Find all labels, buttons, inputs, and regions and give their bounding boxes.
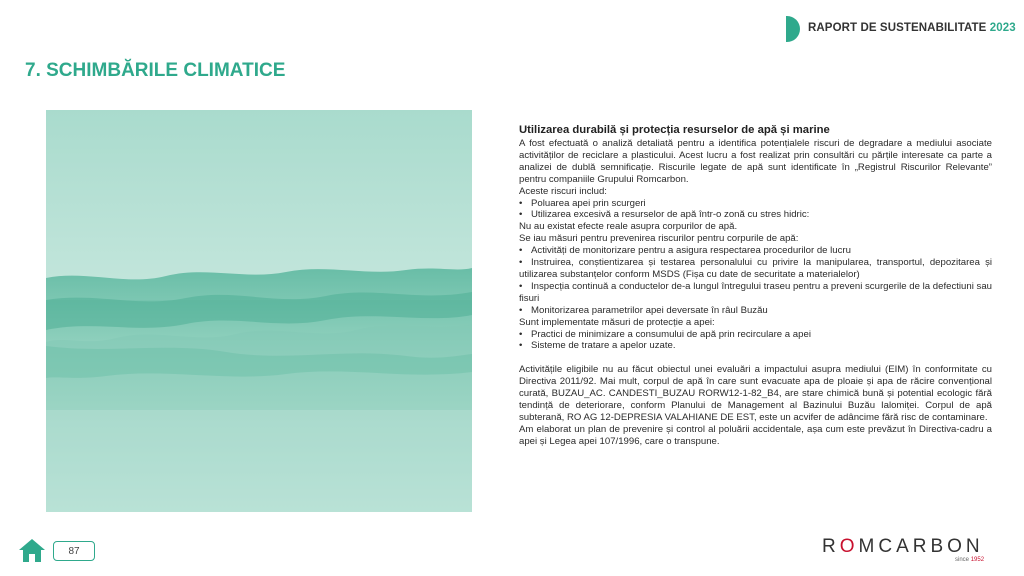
section-title: 7. SCHIMBĂRILE CLIMATICE bbox=[25, 60, 286, 81]
measure-item: • Monitorizarea parametrilor apei deversate în râul Buzău bbox=[519, 305, 992, 317]
article-heading: Utilizarea durabilă și protecția resurselor de apă și marine bbox=[519, 124, 830, 136]
risk-item: • Poluarea apei prin scurgeri bbox=[519, 198, 992, 210]
home-icon bbox=[18, 537, 46, 563]
report-year: 2023 bbox=[989, 22, 1016, 34]
article-text bbox=[519, 124, 992, 448]
measure-item: • Instruirea, conștientizarea și testarea personalului cu privire la manipularea, transportul, depozitarea și utilizarea substanțelor conform MSDS (Fișa cu date de securitate a materialelor) bbox=[519, 257, 992, 281]
risk-item: • Utilizarea excesivă a resurselor de apă într-o zonă cu stres hidric: bbox=[519, 209, 992, 221]
eia-paragraph: Activitățile eligibile nu au făcut obiectul unei evaluări a impactului asupra mediului (EIM) în conformitate cu Directiva 2011/92. Mai mult, corpul de apă în care sunt evacuate apa de ploaie și apa de răcire convențional curată, BUZAU_AC. CANDESTI_BUZAU RORW12-1-82_B4, are stare chimică bună și potential ecologic fără tendință de deteriorare, conform Planului de Management al Bazinului Buzău Ialomiței. Corpul de apă subterană, RO AG 12-DEPRESIA VALAHIANE DE EST, este un acvifer de adâncime fără risc de contaminare. bbox=[519, 364, 992, 423]
plan-paragraph: Am elaborat un plan de prevenire și control al poluării accidentale, așa cum este prevăzut în Directiva-cadru a apei și Legea apei 107/1996, care o transpune. bbox=[519, 423, 992, 447]
no-effects-text: Nu au existat efecte reale asupra corpurilor de apă. bbox=[519, 221, 738, 233]
header-accent-mark bbox=[786, 16, 800, 42]
water-surface-image bbox=[46, 110, 472, 512]
home-button[interactable] bbox=[18, 537, 46, 563]
report-title: RAPORT DE SUSTENABILITATE 2023 bbox=[808, 22, 1016, 34]
measure-item: • Activități de monitorizare pentru a asigura respectarea procedurilor de lucru bbox=[519, 245, 992, 257]
measures-label: Se iau măsuri pentru prevenirea riscurilor pentru corpurile de apă: bbox=[519, 233, 799, 245]
intro-paragraph: A fost efectuată o analiză detaliată pentru a identifica potențialele riscuri de degradare a mediului asociate activităților de reciclare a plasticului. Acest lucru a fost realizat prin consultări cu părțile interesate ca parte a analizei de dublă semnificație. Riscurile legate de apă sunt identificate în „Registrul Riscurilor Relevante” pentru companiile Grupului Romcarbon. bbox=[519, 138, 992, 185]
protection-item: • Sisteme de tratare a apelor uzate. bbox=[519, 340, 992, 352]
page-number: 87 bbox=[53, 541, 95, 561]
protection-label: Sunt implementate măsuri de protecție a apei: bbox=[519, 316, 715, 328]
risks-label: Aceste riscuri includ: bbox=[519, 185, 607, 197]
romcarbon-logo: ROMCARBON since 1952 bbox=[822, 536, 985, 563]
protection-item: • Practici de minimizare a consumului de apă prin recirculare a apei bbox=[519, 329, 992, 341]
measure-item: • Inspecția continuă a conductelor de-a lungul întregului traseu pentru a preveni scurgerile de la defectiuni sau fisuri bbox=[519, 281, 992, 305]
